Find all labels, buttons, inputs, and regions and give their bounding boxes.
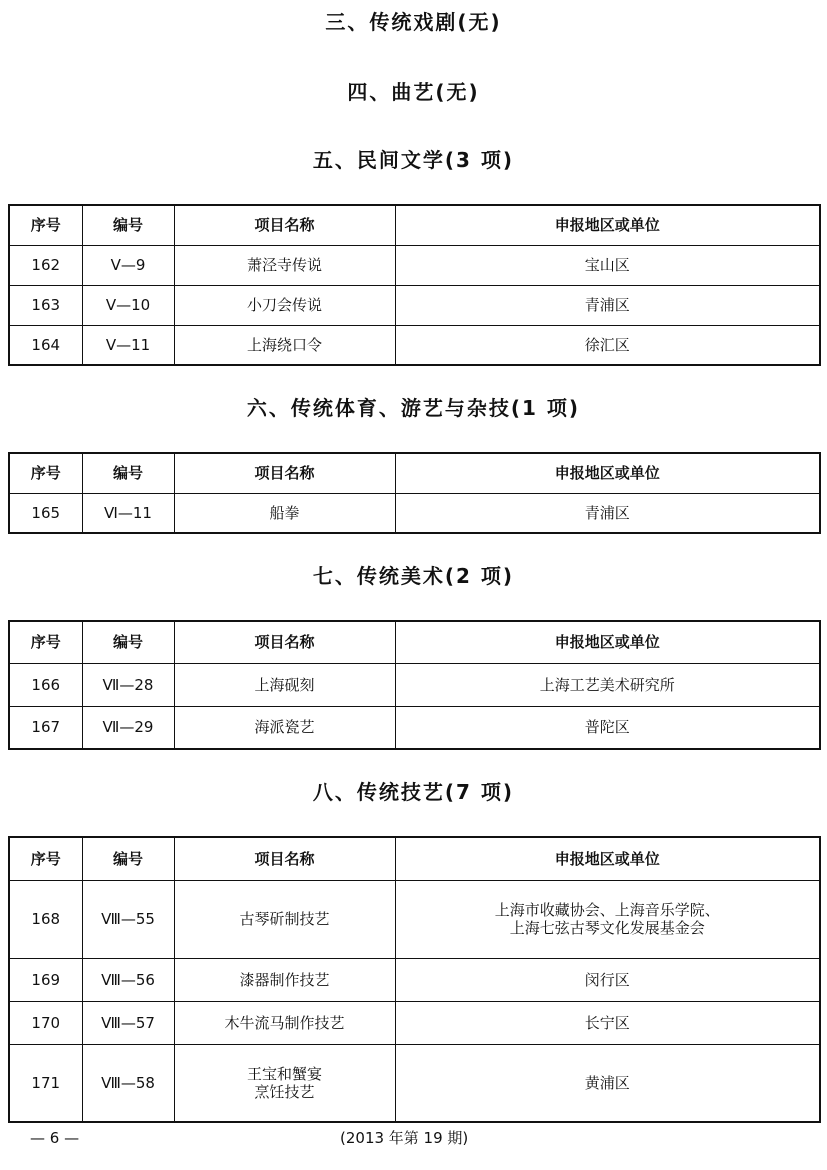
cell-region	[395, 880, 820, 958]
section-heading-craftsmanship: 八、传统技艺(7 项)	[312, 780, 515, 804]
table-row	[9, 325, 820, 365]
table-row	[9, 245, 820, 285]
table-row	[9, 1044, 820, 1122]
section-heading-traditional-opera: 三、传统戏剧(无)	[325, 10, 502, 34]
col-header-name: 项目名称	[174, 205, 395, 245]
cell-name: 小刀会传说	[174, 285, 395, 325]
col-header-name: 项目名称	[174, 837, 395, 880]
col-header-seq: 序号	[9, 205, 82, 245]
table-fine-arts	[8, 620, 821, 750]
table-folk-literature	[8, 204, 821, 366]
col-header-seq: 序号	[9, 621, 82, 663]
cell-region-line: 上海七弦古琴文化发展基金会	[509, 919, 705, 937]
cell-seq: 168	[9, 880, 82, 958]
cell-region: 黄浦区	[395, 1044, 820, 1122]
cell-name: 海派瓷艺	[174, 706, 395, 749]
cell-seq: 167	[9, 706, 82, 749]
table-row	[9, 285, 820, 325]
cell-region: 长宁区	[395, 1001, 820, 1044]
cell-name: 古琴斫制技艺	[174, 880, 395, 958]
cell-seq: 163	[9, 285, 82, 325]
cell-region: 徐汇区	[395, 325, 820, 365]
table-header-row	[9, 621, 820, 663]
cell-code: Ⅷ—57	[82, 1001, 174, 1044]
cell-region: 青浦区	[395, 493, 820, 533]
cell-code: Ⅴ—9	[82, 245, 174, 285]
cell-name: 木牛流马制作技艺	[174, 1001, 395, 1044]
section-heading-fine-arts: 七、传统美术(2 项)	[312, 564, 515, 588]
table-row	[9, 706, 820, 749]
cell-code: Ⅷ—55	[82, 880, 174, 958]
section-heading-sports-acrobatics: 六、传统体育、游艺与杂技(1 项)	[246, 396, 581, 420]
section-heading-quyi: 四、曲艺(无)	[347, 80, 480, 104]
table-row	[9, 493, 820, 533]
section-heading-folk-literature: 五、民间文学(3 项)	[312, 148, 515, 172]
table-header-row	[9, 453, 820, 493]
cell-seq: 166	[9, 663, 82, 706]
table-sports-acrobatics	[8, 452, 821, 534]
col-header-seq: 序号	[9, 453, 82, 493]
col-header-code: 编号	[82, 453, 174, 493]
table-row	[9, 663, 820, 706]
cell-code: Ⅶ—29	[82, 706, 174, 749]
cell-region-line: 上海市收藏协会、上海音乐学院、	[494, 901, 720, 919]
col-header-region: 申报地区或单位	[395, 205, 820, 245]
cell-seq: 162	[9, 245, 82, 285]
cell-name	[174, 1044, 395, 1122]
cell-region: 宝山区	[395, 245, 820, 285]
page-number: — 6 —	[30, 1129, 80, 1147]
cell-name: 上海绕口令	[174, 325, 395, 365]
cell-region: 青浦区	[395, 285, 820, 325]
table-craftsmanship	[8, 836, 821, 1123]
cell-region: 上海工艺美术研究所	[395, 663, 820, 706]
col-header-code: 编号	[82, 621, 174, 663]
cell-seq: 170	[9, 1001, 82, 1044]
cell-seq: 164	[9, 325, 82, 365]
cell-code: Ⅶ—28	[82, 663, 174, 706]
cell-code: Ⅷ—56	[82, 958, 174, 1001]
col-header-seq: 序号	[9, 837, 82, 880]
issue-label: (2013 年第 19 期)	[340, 1129, 469, 1147]
col-header-name: 项目名称	[174, 453, 395, 493]
cell-name: 萧泾寺传说	[174, 245, 395, 285]
cell-region: 闵行区	[395, 958, 820, 1001]
col-header-region: 申报地区或单位	[395, 621, 820, 663]
col-header-code: 编号	[82, 205, 174, 245]
cell-name-line: 王宝和蟹宴	[246, 1064, 322, 1083]
table-row	[9, 958, 820, 1001]
col-header-name: 项目名称	[174, 621, 395, 663]
col-header-region: 申报地区或单位	[395, 837, 820, 880]
table-row	[9, 880, 820, 958]
table-header-row	[9, 205, 820, 245]
cell-code: Ⅷ—58	[82, 1044, 174, 1122]
cell-name-line: 烹饪技艺	[254, 1082, 315, 1101]
cell-seq: 169	[9, 958, 82, 1001]
cell-seq: 171	[9, 1044, 82, 1122]
cell-code: Ⅴ—11	[82, 325, 174, 365]
cell-region: 普陀区	[395, 706, 820, 749]
col-header-region: 申报地区或单位	[395, 453, 820, 493]
cell-code: Ⅵ—11	[82, 493, 174, 533]
table-header-row	[9, 837, 820, 880]
cell-seq: 165	[9, 493, 82, 533]
cell-name: 船拳	[174, 493, 395, 533]
cell-code: Ⅴ—10	[82, 285, 174, 325]
col-header-code: 编号	[82, 837, 174, 880]
cell-name: 上海砚刻	[174, 663, 395, 706]
table-row	[9, 1001, 820, 1044]
cell-name: 漆器制作技艺	[174, 958, 395, 1001]
